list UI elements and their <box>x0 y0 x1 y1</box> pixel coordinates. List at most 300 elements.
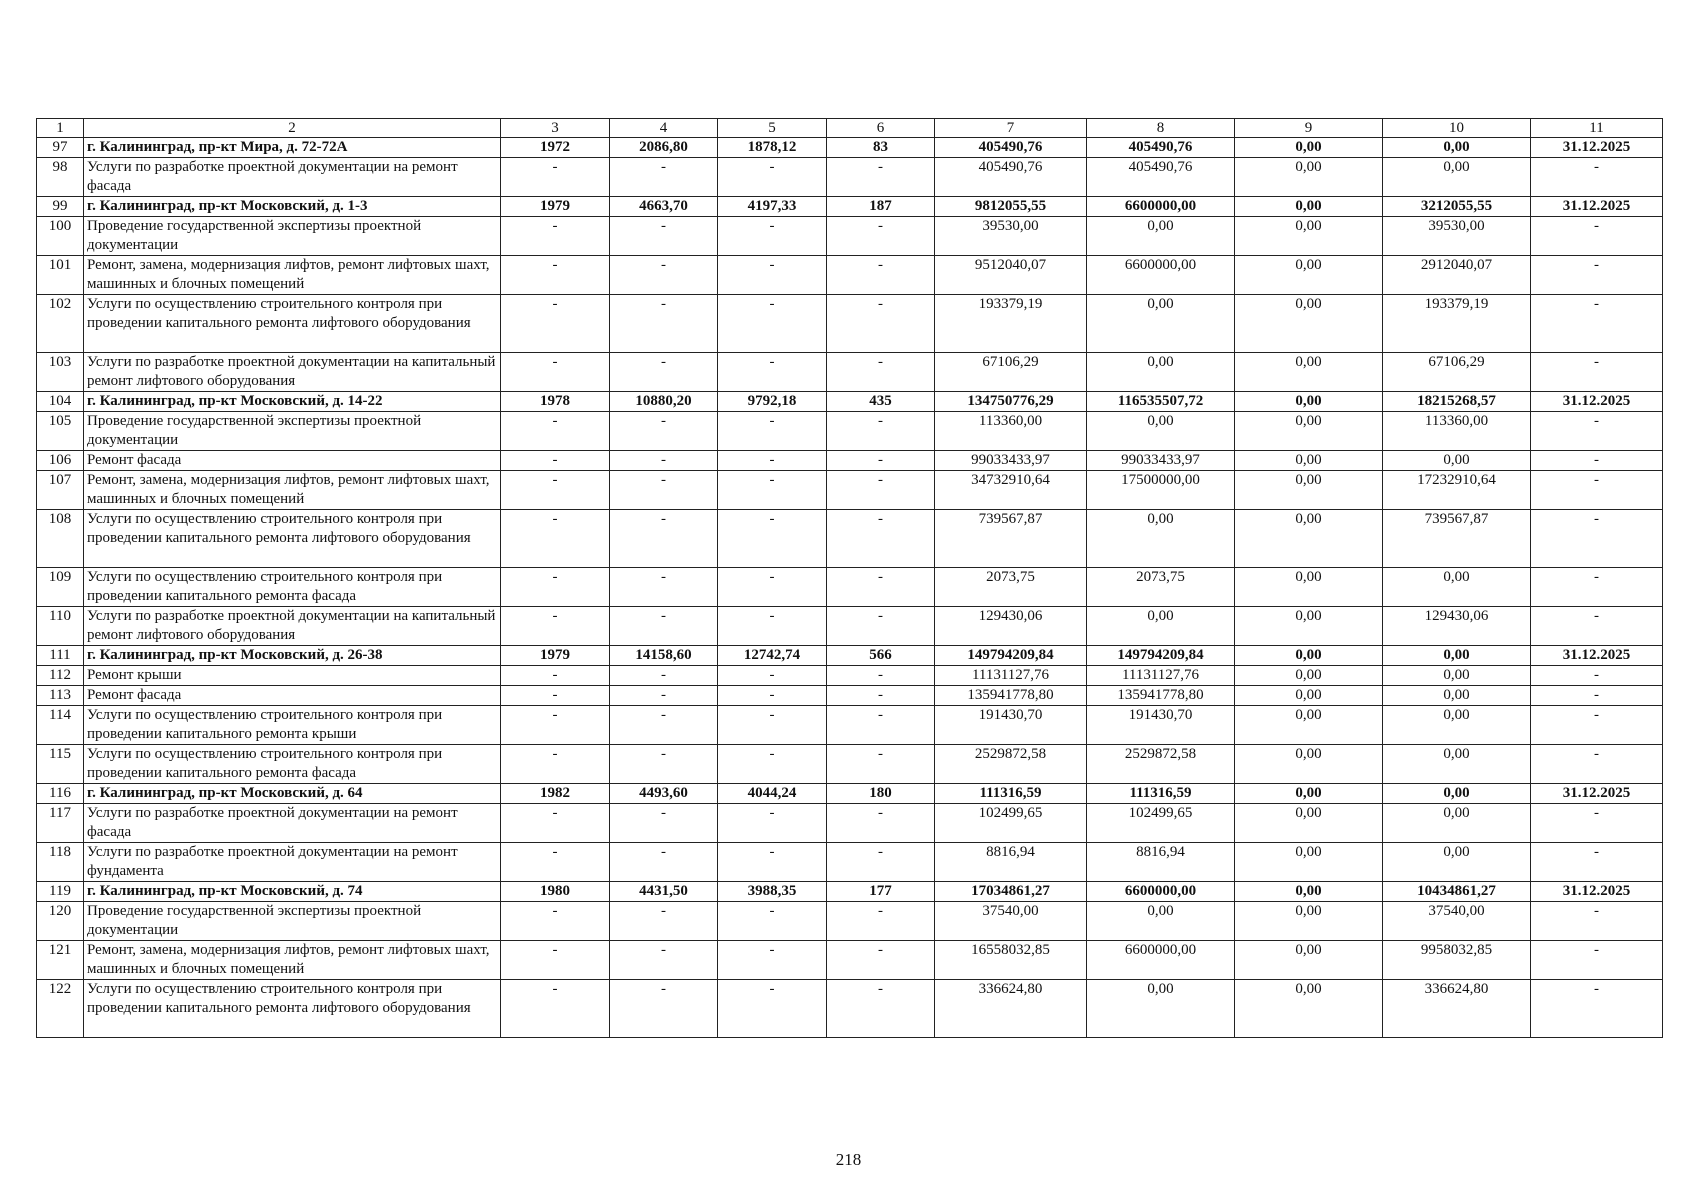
build-year: - <box>501 804 610 843</box>
row-name: Ремонт, замена, модернизация лифтов, ремонт лифтовых шахт, машинных и блочных помещений <box>84 256 501 295</box>
living-area: - <box>718 686 827 706</box>
work-row <box>37 686 1663 706</box>
build-year: - <box>501 980 610 1038</box>
living-area: - <box>718 158 827 197</box>
build-year: - <box>501 941 610 980</box>
total-area: - <box>610 295 718 353</box>
total-area: - <box>610 451 718 471</box>
total-area: - <box>610 607 718 646</box>
build-year: - <box>501 295 610 353</box>
address-row <box>37 882 1663 902</box>
cost-budget: 0,00 <box>1235 980 1383 1038</box>
row-number: 100 <box>37 217 84 256</box>
build-year: - <box>501 902 610 941</box>
address-row <box>37 138 1663 158</box>
build-year: - <box>501 451 610 471</box>
row-name: Услуги по разработке проектной документации на ремонт фундамента <box>84 843 501 882</box>
work-row <box>37 471 1663 510</box>
living-area: - <box>718 706 827 745</box>
deadline: - <box>1531 568 1663 607</box>
total-cost: 99033433,97 <box>935 451 1087 471</box>
residents: 83 <box>827 138 935 158</box>
deadline: - <box>1531 902 1663 941</box>
deadline: - <box>1531 510 1663 568</box>
row-number: 102 <box>37 295 84 353</box>
total-cost: 67106,29 <box>935 353 1087 392</box>
cost-budget: 0,00 <box>1235 412 1383 451</box>
cost-budget: 0,00 <box>1235 941 1383 980</box>
total-cost: 11131127,76 <box>935 666 1087 686</box>
column-number-11: 11 <box>1531 119 1663 138</box>
total-area: - <box>610 902 718 941</box>
living-area: 12742,74 <box>718 646 827 666</box>
cost-budget: 0,00 <box>1235 451 1383 471</box>
cost-budget: 0,00 <box>1235 510 1383 568</box>
residents: 435 <box>827 392 935 412</box>
total-cost: 129430,06 <box>935 607 1087 646</box>
living-area: - <box>718 745 827 784</box>
total-area: 4431,50 <box>610 882 718 902</box>
work-row <box>37 451 1663 471</box>
residents: - <box>827 353 935 392</box>
deadline: - <box>1531 843 1663 882</box>
column-number-8: 8 <box>1087 119 1235 138</box>
residents: - <box>827 295 935 353</box>
cost-fund: 102499,65 <box>1087 804 1235 843</box>
row-name: Услуги по осуществлению строительного контроля при проведении капитального ремонта фасада <box>84 568 501 607</box>
cost-fund: 405490,76 <box>1087 138 1235 158</box>
cost-owners: 336624,80 <box>1383 980 1531 1038</box>
cost-owners: 0,00 <box>1383 451 1531 471</box>
total-cost: 102499,65 <box>935 804 1087 843</box>
living-area: - <box>718 295 827 353</box>
work-row <box>37 256 1663 295</box>
deadline: - <box>1531 607 1663 646</box>
deadline: - <box>1531 158 1663 197</box>
work-row <box>37 941 1663 980</box>
cost-fund: 6600000,00 <box>1087 256 1235 295</box>
cost-fund: 405490,76 <box>1087 158 1235 197</box>
residents: - <box>827 217 935 256</box>
row-name: Услуги по осуществлению строительного контроля при проведении капитального ремонта лифтового оборудования <box>84 980 501 1038</box>
work-row <box>37 843 1663 882</box>
row-number: 104 <box>37 392 84 412</box>
build-year: - <box>501 843 610 882</box>
cost-fund: 0,00 <box>1087 412 1235 451</box>
deadline: 31.12.2025 <box>1531 138 1663 158</box>
row-name: Услуги по осуществлению строительного контроля при проведении капитального ремонта лифтового оборудования <box>84 295 501 353</box>
cost-fund: 111316,59 <box>1087 784 1235 804</box>
cost-budget: 0,00 <box>1235 217 1383 256</box>
cost-fund: 0,00 <box>1087 353 1235 392</box>
total-cost: 113360,00 <box>935 412 1087 451</box>
cost-owners: 0,00 <box>1383 686 1531 706</box>
cost-fund: 135941778,80 <box>1087 686 1235 706</box>
cost-owners: 2912040,07 <box>1383 256 1531 295</box>
row-name: г. Калининград, пр-кт Московский, д. 74 <box>84 882 501 902</box>
row-number: 115 <box>37 745 84 784</box>
work-row <box>37 745 1663 784</box>
work-row <box>37 902 1663 941</box>
total-cost: 191430,70 <box>935 706 1087 745</box>
total-cost: 405490,76 <box>935 138 1087 158</box>
total-cost: 34732910,64 <box>935 471 1087 510</box>
cost-owners: 0,00 <box>1383 646 1531 666</box>
work-row <box>37 804 1663 843</box>
cost-fund: 0,00 <box>1087 295 1235 353</box>
cost-fund: 8816,94 <box>1087 843 1235 882</box>
total-area: - <box>610 412 718 451</box>
build-year: - <box>501 510 610 568</box>
residents: - <box>827 745 935 784</box>
cost-budget: 0,00 <box>1235 804 1383 843</box>
row-name: Ремонт фасада <box>84 686 501 706</box>
deadline: - <box>1531 980 1663 1038</box>
deadline: 31.12.2025 <box>1531 392 1663 412</box>
total-area: - <box>610 843 718 882</box>
row-number: 108 <box>37 510 84 568</box>
total-cost: 8816,94 <box>935 843 1087 882</box>
cost-fund: 6600000,00 <box>1087 882 1235 902</box>
total-area: 2086,80 <box>610 138 718 158</box>
total-area: - <box>610 686 718 706</box>
work-row <box>37 568 1663 607</box>
total-area: - <box>610 256 718 295</box>
cost-owners: 113360,00 <box>1383 412 1531 451</box>
row-name: Услуги по разработке проектной документации на ремонт фасада <box>84 158 501 197</box>
build-year: - <box>501 745 610 784</box>
living-area: - <box>718 510 827 568</box>
cost-owners: 3212055,55 <box>1383 197 1531 217</box>
deadline: 31.12.2025 <box>1531 784 1663 804</box>
deadline: 31.12.2025 <box>1531 882 1663 902</box>
row-number: 107 <box>37 471 84 510</box>
living-area: - <box>718 217 827 256</box>
residents: 187 <box>827 197 935 217</box>
row-number: 101 <box>37 256 84 295</box>
column-number-4: 4 <box>610 119 718 138</box>
cost-owners: 0,00 <box>1383 138 1531 158</box>
cost-fund: 0,00 <box>1087 607 1235 646</box>
total-cost: 16558032,85 <box>935 941 1087 980</box>
cost-owners: 0,00 <box>1383 804 1531 843</box>
cost-budget: 0,00 <box>1235 197 1383 217</box>
residents: - <box>827 666 935 686</box>
deadline: - <box>1531 666 1663 686</box>
living-area: - <box>718 412 827 451</box>
table-body <box>37 119 1663 1038</box>
total-area: 10880,20 <box>610 392 718 412</box>
living-area: - <box>718 353 827 392</box>
residents: - <box>827 706 935 745</box>
build-year: - <box>501 666 610 686</box>
cost-owners: 129430,06 <box>1383 607 1531 646</box>
cost-fund: 0,00 <box>1087 217 1235 256</box>
build-year: - <box>501 607 610 646</box>
build-year: - <box>501 706 610 745</box>
work-row <box>37 980 1663 1038</box>
cost-fund: 6600000,00 <box>1087 941 1235 980</box>
living-area: 3988,35 <box>718 882 827 902</box>
total-area: 4493,60 <box>610 784 718 804</box>
row-number: 119 <box>37 882 84 902</box>
total-cost: 111316,59 <box>935 784 1087 804</box>
deadline: - <box>1531 451 1663 471</box>
total-area: - <box>610 568 718 607</box>
deadline: - <box>1531 686 1663 706</box>
residents: - <box>827 980 935 1038</box>
living-area: - <box>718 902 827 941</box>
residents: - <box>827 902 935 941</box>
build-year: - <box>501 568 610 607</box>
build-year: 1982 <box>501 784 610 804</box>
row-number: 117 <box>37 804 84 843</box>
build-year: - <box>501 686 610 706</box>
row-number: 106 <box>37 451 84 471</box>
cost-budget: 0,00 <box>1235 784 1383 804</box>
total-area: 4663,70 <box>610 197 718 217</box>
work-row <box>37 158 1663 197</box>
cost-fund: 17500000,00 <box>1087 471 1235 510</box>
row-name: г. Калининград, пр-кт Московский, д. 26-38 <box>84 646 501 666</box>
row-name: Услуги по осуществлению строительного контроля при проведении капитального ремонта фасада <box>84 745 501 784</box>
row-number: 105 <box>37 412 84 451</box>
living-area: 9792,18 <box>718 392 827 412</box>
living-area: 4197,33 <box>718 197 827 217</box>
build-year: - <box>501 471 610 510</box>
cost-owners: 67106,29 <box>1383 353 1531 392</box>
row-name: г. Калининград, пр-кт Московский, д. 1-3 <box>84 197 501 217</box>
total-area: - <box>610 706 718 745</box>
column-number-1: 1 <box>37 119 84 138</box>
cost-fund: 149794209,84 <box>1087 646 1235 666</box>
row-name: Услуги по осуществлению строительного контроля при проведении капитального ремонта крыши <box>84 706 501 745</box>
residents: - <box>827 686 935 706</box>
total-cost: 17034861,27 <box>935 882 1087 902</box>
work-row <box>37 510 1663 568</box>
deadline: 31.12.2025 <box>1531 197 1663 217</box>
row-number: 99 <box>37 197 84 217</box>
cost-budget: 0,00 <box>1235 666 1383 686</box>
cost-owners: 0,00 <box>1383 666 1531 686</box>
residents: - <box>827 471 935 510</box>
deadline: 31.12.2025 <box>1531 646 1663 666</box>
cost-owners: 10434861,27 <box>1383 882 1531 902</box>
cost-budget: 0,00 <box>1235 607 1383 646</box>
cost-fund: 11131127,76 <box>1087 666 1235 686</box>
total-cost: 336624,80 <box>935 980 1087 1038</box>
cost-fund: 0,00 <box>1087 980 1235 1038</box>
cost-owners: 17232910,64 <box>1383 471 1531 510</box>
work-row <box>37 295 1663 353</box>
total-area: - <box>610 745 718 784</box>
cost-fund: 116535507,72 <box>1087 392 1235 412</box>
row-name: Проведение государственной экспертизы проектной документации <box>84 412 501 451</box>
cost-owners: 0,00 <box>1383 158 1531 197</box>
work-row <box>37 706 1663 745</box>
total-cost: 405490,76 <box>935 158 1087 197</box>
residents: - <box>827 451 935 471</box>
residents: - <box>827 256 935 295</box>
row-name: Услуги по разработке проектной документации на ремонт фасада <box>84 804 501 843</box>
row-number: 118 <box>37 843 84 882</box>
row-number: 116 <box>37 784 84 804</box>
row-number: 113 <box>37 686 84 706</box>
living-area: 1878,12 <box>718 138 827 158</box>
deadline: - <box>1531 804 1663 843</box>
living-area: - <box>718 980 827 1038</box>
total-cost: 37540,00 <box>935 902 1087 941</box>
build-year: - <box>501 412 610 451</box>
residents: 177 <box>827 882 935 902</box>
cost-budget: 0,00 <box>1235 902 1383 941</box>
row-name: Услуги по разработке проектной документации на капитальный ремонт лифтового оборудования <box>84 607 501 646</box>
address-row <box>37 646 1663 666</box>
row-name: Ремонт фасада <box>84 451 501 471</box>
cost-budget: 0,00 <box>1235 843 1383 882</box>
residents: - <box>827 510 935 568</box>
cost-owners: 0,00 <box>1383 706 1531 745</box>
cost-fund: 99033433,97 <box>1087 451 1235 471</box>
cost-fund: 6600000,00 <box>1087 197 1235 217</box>
cost-owners: 0,00 <box>1383 784 1531 804</box>
build-year: 1980 <box>501 882 610 902</box>
cost-budget: 0,00 <box>1235 706 1383 745</box>
total-cost: 193379,19 <box>935 295 1087 353</box>
residents: - <box>827 158 935 197</box>
work-row <box>37 353 1663 392</box>
row-name: Проведение государственной экспертизы проектной документации <box>84 902 501 941</box>
total-cost: 135941778,80 <box>935 686 1087 706</box>
row-name: г. Калининград, пр-кт Московский, д. 14-22 <box>84 392 501 412</box>
row-name: г. Калининград, пр-кт Мира, д. 72-72А <box>84 138 501 158</box>
work-row <box>37 607 1663 646</box>
address-row <box>37 197 1663 217</box>
cost-owners: 0,00 <box>1383 568 1531 607</box>
row-name: Ремонт, замена, модернизация лифтов, ремонт лифтовых шахт, машинных и блочных помещений <box>84 941 501 980</box>
row-number: 114 <box>37 706 84 745</box>
cost-owners: 9958032,85 <box>1383 941 1531 980</box>
deadline: - <box>1531 353 1663 392</box>
living-area: - <box>718 843 827 882</box>
cost-owners: 39530,00 <box>1383 217 1531 256</box>
cost-owners: 193379,19 <box>1383 295 1531 353</box>
work-row <box>37 666 1663 686</box>
total-cost: 9812055,55 <box>935 197 1087 217</box>
cost-budget: 0,00 <box>1235 392 1383 412</box>
total-area: - <box>610 217 718 256</box>
deadline: - <box>1531 941 1663 980</box>
residents: 180 <box>827 784 935 804</box>
residents: 566 <box>827 646 935 666</box>
total-area: 14158,60 <box>610 646 718 666</box>
deadline: - <box>1531 471 1663 510</box>
row-name: Услуги по осуществлению строительного контроля при проведении капитального ремонта лифтового оборудования <box>84 510 501 568</box>
total-area: - <box>610 941 718 980</box>
row-number: 109 <box>37 568 84 607</box>
living-area: - <box>718 666 827 686</box>
living-area: - <box>718 804 827 843</box>
build-year: - <box>501 217 610 256</box>
residents: - <box>827 843 935 882</box>
row-number: 97 <box>37 138 84 158</box>
row-number: 122 <box>37 980 84 1038</box>
column-number-5: 5 <box>718 119 827 138</box>
cost-budget: 0,00 <box>1235 256 1383 295</box>
row-number: 112 <box>37 666 84 686</box>
build-year: 1972 <box>501 138 610 158</box>
cost-budget: 0,00 <box>1235 568 1383 607</box>
total-area: - <box>610 471 718 510</box>
row-name: г. Калининград, пр-кт Московский, д. 64 <box>84 784 501 804</box>
row-name: Ремонт крыши <box>84 666 501 686</box>
cost-owners: 0,00 <box>1383 745 1531 784</box>
total-cost: 149794209,84 <box>935 646 1087 666</box>
total-area: - <box>610 666 718 686</box>
residents: - <box>827 607 935 646</box>
row-number: 121 <box>37 941 84 980</box>
cost-owners: 18215268,57 <box>1383 392 1531 412</box>
column-number-7: 7 <box>935 119 1087 138</box>
column-number-row <box>37 119 1663 138</box>
address-row <box>37 784 1663 804</box>
build-year: 1978 <box>501 392 610 412</box>
cost-fund: 0,00 <box>1087 902 1235 941</box>
work-row <box>37 412 1663 451</box>
total-cost: 9512040,07 <box>935 256 1087 295</box>
cost-budget: 0,00 <box>1235 158 1383 197</box>
cost-budget: 0,00 <box>1235 138 1383 158</box>
cost-fund: 0,00 <box>1087 510 1235 568</box>
cost-fund: 191430,70 <box>1087 706 1235 745</box>
cost-budget: 0,00 <box>1235 882 1383 902</box>
row-number: 103 <box>37 353 84 392</box>
cost-budget: 0,00 <box>1235 745 1383 784</box>
residents: - <box>827 412 935 451</box>
cost-budget: 0,00 <box>1235 353 1383 392</box>
row-number: 98 <box>37 158 84 197</box>
total-area: - <box>610 980 718 1038</box>
residents: - <box>827 568 935 607</box>
cost-budget: 0,00 <box>1235 471 1383 510</box>
build-year: - <box>501 158 610 197</box>
cost-budget: 0,00 <box>1235 686 1383 706</box>
deadline: - <box>1531 295 1663 353</box>
deadline: - <box>1531 256 1663 295</box>
total-cost: 39530,00 <box>935 217 1087 256</box>
row-number: 111 <box>37 646 84 666</box>
cost-owners: 739567,87 <box>1383 510 1531 568</box>
cost-owners: 0,00 <box>1383 843 1531 882</box>
total-cost: 2529872,58 <box>935 745 1087 784</box>
living-area: - <box>718 607 827 646</box>
column-number-2: 2 <box>84 119 501 138</box>
total-area: - <box>610 158 718 197</box>
column-number-6: 6 <box>827 119 935 138</box>
build-year: - <box>501 256 610 295</box>
cost-fund: 2529872,58 <box>1087 745 1235 784</box>
row-name: Ремонт, замена, модернизация лифтов, ремонт лифтовых шахт, машинных и блочных помещений <box>84 471 501 510</box>
living-area: - <box>718 451 827 471</box>
total-area: - <box>610 510 718 568</box>
living-area: 4044,24 <box>718 784 827 804</box>
cost-fund: 2073,75 <box>1087 568 1235 607</box>
column-number-3: 3 <box>501 119 610 138</box>
row-name: Услуги по разработке проектной документации на капитальный ремонт лифтового оборудования <box>84 353 501 392</box>
living-area: - <box>718 941 827 980</box>
total-cost: 2073,75 <box>935 568 1087 607</box>
cost-owners: 37540,00 <box>1383 902 1531 941</box>
